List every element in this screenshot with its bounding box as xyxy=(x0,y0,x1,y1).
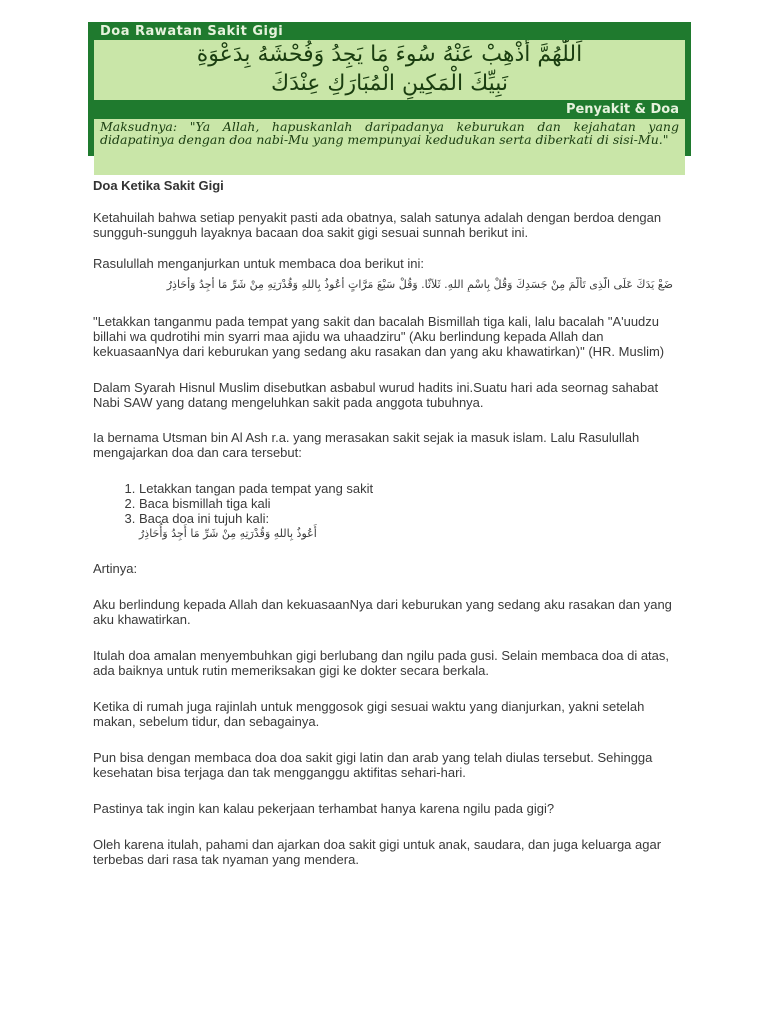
paragraph-10: Pun bisa dengan membaca doa doa sakit gigi latin dan arab yang telah diulas tersebut. Sehingga kesehatan bisa terjaga dan tak mengganggu aktifitas sehari-hari. xyxy=(93,750,653,780)
list-item xyxy=(139,496,673,511)
steps-list xyxy=(93,481,673,541)
banner-tag: Penyakit & Doa xyxy=(565,102,679,117)
article-heading: Doa Ketika Sakit Gigi xyxy=(93,178,224,193)
paragraph-8: Itulah doa amalan menyembuhkan gigi berlubang dan ngilu pada gusi. Selain membaca doa di atas, ada baiknya untuk rutin memeriksakan gigi ke dokter secara berkala. xyxy=(93,648,669,678)
arabic-doa: ضَعْ يَدَكَ عَلَى الَّذِى تَأَلَّمَ مِنْ جَسَدِكَ وَقُلْ بِاسْمِ اللهِ. ثَلاَثًا. وَقُلْ سَبْعَ مَرَّاتٍ أَعُوذُ بِاللهِ وَقُدْرَتِهِ مِنْ شَرِّ مَا أَجِدُ وَأُحَاذِرُ xyxy=(166,278,673,291)
step-3-arabic: أَعُوذُ بِاللهِ وَقُدْرَتِهِ مِنْ شَرِّ مَا أَجِدُ وَأُحَاذِرُ xyxy=(139,527,317,540)
paragraph-9: Ketika di rumah juga rajinlah untuk menggosok gigi sesuai waktu yang dianjurkan, yakni setelah makan, sebelum tidur, dan sebagainya. xyxy=(93,699,645,729)
doa-banner-image xyxy=(88,22,691,156)
paragraph-6: Artinya: xyxy=(93,561,138,576)
paragraph-3: "Letakkan tanganmu pada tempat yang sakit dan bacalah Bismillah tiga kali, lalu bacalah "A'uudzu billahi wa qudrotihi min syarri maa ajidu wa uhaadziru" (Aku berlindung kepada Allah dan kekuasaanNya dari keburukan yang sedang aku rasakan dan yang aku khawatirkan)" (HR. Muslim) xyxy=(93,314,665,359)
step-1-text: Letakkan tangan pada tempat yang sakit xyxy=(139,481,374,496)
paragraph-7: Aku berlindung kepada Allah dan kekuasaanNya dari keburukan yang sedang aku rasakan dan yang aku khawatirkan. xyxy=(93,597,672,627)
banner-arabic-text xyxy=(94,40,685,100)
banner-arabic-line-2: نَبِيِّكَ الْمَكِينِ الْمُبَارَكِ عِنْدَكَ xyxy=(270,71,509,96)
paragraph-11: Pastinya tak ingin kan kalau pekerjaan terhambat hanya karena ngilu pada gigi? xyxy=(93,801,555,816)
paragraph-2: Rasulullah menganjurkan untuk membaca doa berikut ini: xyxy=(93,256,424,271)
list-item xyxy=(139,481,673,496)
paragraph-1: Ketahuilah bahwa setiap penyakit pasti ada obatnya, salah satunya adalah dengan berdoa dengan sungguh-sungguh layaknya bacaan doa sakit gigi sesuai sunnah berikut ini. xyxy=(93,210,662,240)
paragraph-5: Ia bernama Utsman bin Al Ash r.a. yang merasakan sakit sejak ia masuk islam. Lalu Rasulullah mengajarkan doa dan cara tersebut: xyxy=(93,430,640,460)
paragraph-4: Dalam Syarah Hisnul Muslim disebutkan asbabul wurud hadits ini.Suatu hari ada seornag sahabat Nabi SAW yang datang mengeluhkan sakit pada anggota tubuhnya. xyxy=(93,380,659,410)
banner-title: Doa Rawatan Sakit Gigi xyxy=(100,24,284,39)
list-item xyxy=(139,511,673,541)
step-3-text: Baca doa ini tujuh kali: xyxy=(139,511,270,526)
banner-meaning: Maksudnya: "Ya Allah, hapuskanlah daripadanya keburukan dan kejahatan yang didapatinya dengan doa nabi-Mu yang mempunyai kedudukan serta diberkati di sisi-Mu." xyxy=(94,119,685,175)
article-body xyxy=(93,178,673,883)
step-2-text: Baca bismillah tiga kali xyxy=(139,496,271,511)
banner-arabic-line-1: اَللّٰهُمَّ أَذْهِبْ عَنْهُ سُوءَ مَا يَجِدُ وَفُحْشَهُ بِدَعْوَةِ xyxy=(196,42,583,67)
paragraph-12: Oleh karena itulah, pahami dan ajarkan doa sakit gigi untuk anak, saudara, dan juga keluarga agar terbebas dari rasa tak nyaman yang mendera. xyxy=(93,837,662,867)
